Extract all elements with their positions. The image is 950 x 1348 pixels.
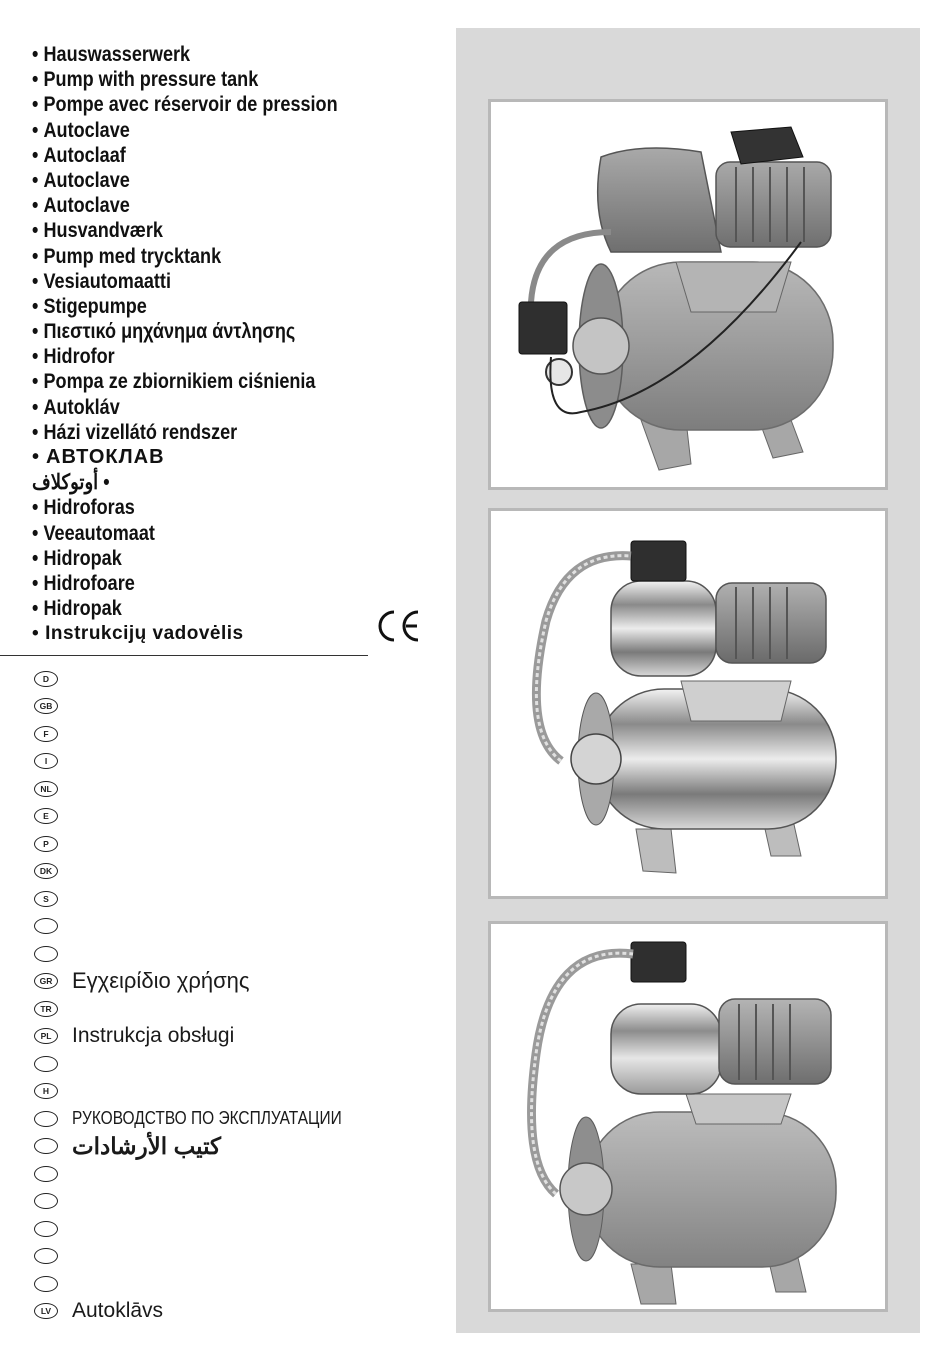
language-badge: LV (34, 1303, 58, 1319)
language-row (34, 665, 58, 693)
language-badge: TR (34, 1001, 58, 1017)
product-name-item: • Husvandværk (32, 219, 163, 243)
language-row (34, 1078, 58, 1106)
language-badge: H (34, 1083, 58, 1099)
language-badge: I (34, 753, 58, 769)
language-row (34, 995, 58, 1023)
language-badge: E (34, 808, 58, 824)
product-name-item: • Pump med trycktank (32, 244, 222, 268)
product-name-item: • Hidroforas (32, 496, 135, 520)
product-name-item: • Pompa ze zbiornikiem ciśnienia (32, 370, 316, 394)
product-name-item: • Hidropak (32, 546, 122, 570)
product-name-item: أوتوكلاف • (32, 471, 110, 495)
language-row (34, 775, 58, 803)
language-row (34, 748, 58, 776)
language-badge (34, 1193, 58, 1209)
language-badge (34, 1166, 58, 1182)
language-badge: P (34, 836, 58, 852)
product-name-item: • Pump with pressure tank (32, 68, 259, 92)
language-row (34, 913, 58, 941)
language-badge (34, 1221, 58, 1237)
language-row (34, 1160, 58, 1188)
language-badge: NL (34, 781, 58, 797)
language-badge (34, 1056, 58, 1072)
product-name-item: • Hauswasserwerk (32, 43, 191, 66)
language-badge (34, 918, 58, 934)
language-row (34, 858, 58, 886)
language-row (34, 1050, 58, 1078)
product-name-item: • Instrukcijų vadovėlis (32, 623, 244, 645)
language-code-list (34, 665, 342, 1325)
language-row (34, 940, 58, 968)
language-row: PL Instrukcja obsługi (34, 1023, 58, 1051)
product-name-item: • Pompe avec réservoir de pression (32, 93, 338, 117)
language-badge (34, 946, 58, 962)
product-name-item: • Autokláv (32, 395, 120, 419)
language-row (34, 803, 58, 831)
product-name-list (32, 42, 387, 647)
product-name-item: • Autoclave (32, 194, 130, 218)
product-name-item: • Stigepumpe (32, 294, 147, 318)
language-row: GR Εγχειρίδιο χρήσης (34, 968, 58, 996)
product-name-item: • Hidrofoare (32, 571, 135, 595)
language-row (34, 693, 58, 721)
language-badge: D (34, 671, 58, 687)
product-image-1 (488, 99, 888, 490)
language-badge: S (34, 891, 58, 907)
language-row: كتيب الأرشادات (34, 1133, 58, 1161)
ce-mark-icon (373, 606, 423, 646)
language-badge (34, 1248, 58, 1264)
language-badge: PL (34, 1028, 58, 1044)
language-row (34, 885, 58, 913)
language-row: РУКОВОДСТВО ПО ЭКСПЛУАТАЦИИ (34, 1105, 58, 1133)
language-badge (34, 1138, 58, 1154)
product-image-2 (488, 508, 888, 899)
product-name-item: • Hidropak (32, 597, 122, 621)
language-row (34, 1270, 58, 1298)
product-name-item: • Πιεστικό μηχάνημα άντλησης (32, 320, 296, 344)
language-badge: GR (34, 973, 58, 989)
language-row: LV Autoklāvs (34, 1298, 58, 1326)
product-name-item: • Veeautomaat (32, 521, 155, 545)
language-badge: DK (34, 863, 58, 879)
product-name-item: • Autoclave (32, 118, 130, 142)
product-name-item: • Hidrofor (32, 345, 115, 369)
language-row (34, 1243, 58, 1271)
product-name-item: • Vesiautomaatti (32, 269, 171, 293)
language-row (34, 830, 58, 858)
pump-with-grey-tank-and-pressure-switch-icon (491, 102, 885, 487)
language-badge (34, 1111, 58, 1127)
stainless-pump-with-stainless-tank-icon (491, 511, 885, 896)
language-badge (34, 1276, 58, 1292)
product-name-item: • Autoclaaf (32, 143, 126, 167)
product-name-item: • Autoclave (32, 168, 130, 192)
stainless-pump-with-grey-tank-icon (491, 924, 885, 1309)
product-image-3 (488, 921, 888, 1312)
language-row (34, 1215, 58, 1243)
language-row (34, 1188, 58, 1216)
product-name-item: • Házi vizellátó rendszer (32, 420, 238, 444)
product-name-item: • АВТОКЛАВ (32, 446, 165, 468)
section-divider (0, 655, 368, 656)
language-badge: F (34, 726, 58, 742)
language-badge: GB (34, 698, 58, 714)
language-row (34, 720, 58, 748)
